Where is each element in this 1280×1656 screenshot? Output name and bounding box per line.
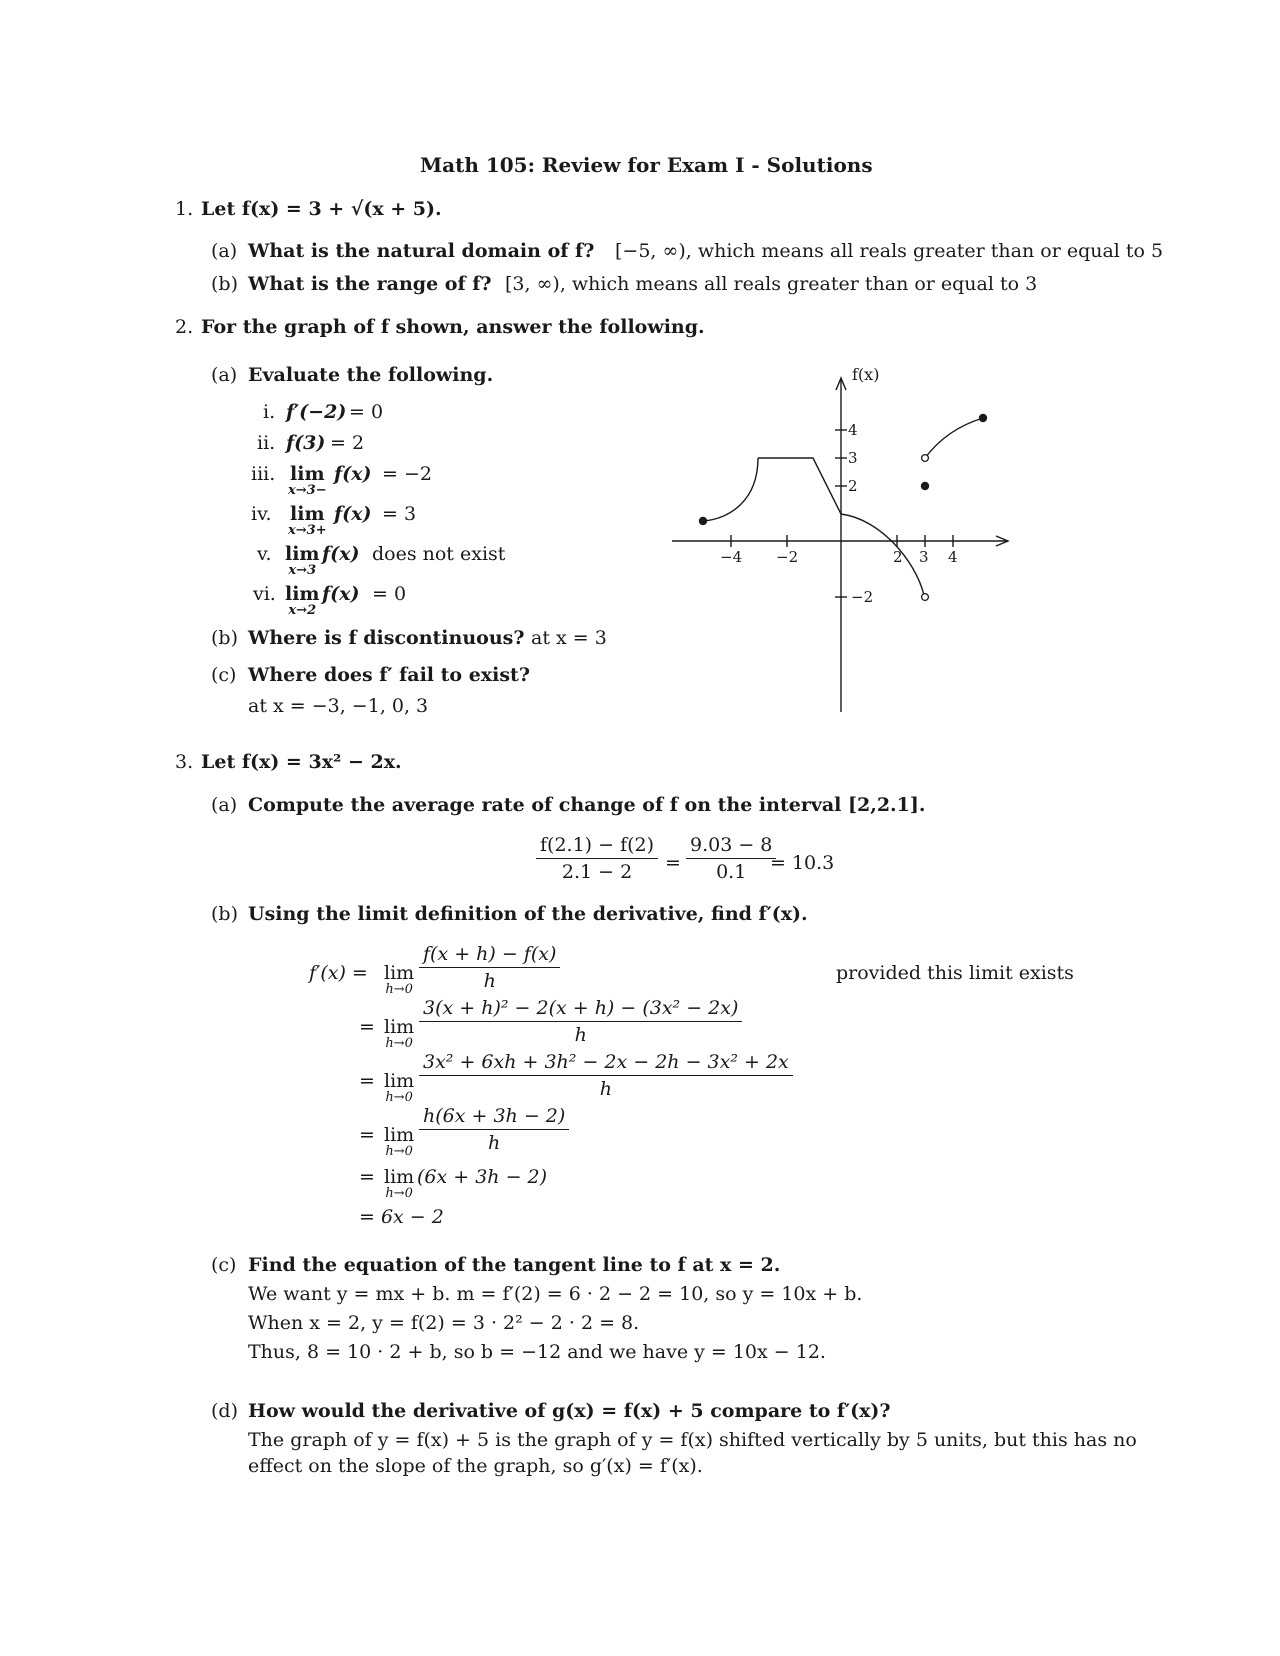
q2-item-roman: iii.: [251, 463, 276, 485]
equals-sign: =: [665, 852, 681, 874]
q2-item-roman: ii.: [257, 432, 276, 454]
equals-sign: =: [359, 1166, 375, 1188]
q3c-label: (c): [211, 1254, 237, 1276]
curve-right-arc: [925, 418, 983, 458]
q2c-answer: at x = −3, −1, 0, 3: [248, 695, 429, 717]
q1a-answer: [−5, ∞), which means all reals greater than or equal to 5: [615, 240, 1164, 262]
difference-quotient: [419, 943, 560, 992]
lim-sub: x→3: [288, 563, 317, 578]
q2-item-expr: f(3): [286, 432, 326, 454]
q3-stem: Let f(x) = 3x² − 2x.: [201, 751, 402, 773]
q1a-label: (a): [211, 240, 238, 262]
fraction-numerator: 9.03 − 8: [686, 834, 776, 859]
q1a-question: What is the natural domain of f?: [248, 240, 595, 262]
expanded-quotient: [419, 997, 742, 1046]
q2-item-roman: vi.: [253, 583, 276, 605]
lim-sub: h→0: [385, 982, 413, 997]
lim-sub: x→2: [288, 603, 317, 618]
avg-rate-fraction: [536, 834, 658, 883]
fraction-numerator: 3(x + h)² − 2(x + h) − (3x² − 2x): [419, 997, 742, 1022]
q3a-question: Compute the average rate of change of f on the interval [2,2.1].: [248, 794, 926, 816]
lim-sub: h→0: [385, 1144, 413, 1159]
q1b-label: (b): [211, 273, 238, 295]
q1-number: 1.: [175, 198, 194, 220]
q1-stem: Let f(x) = 3 + √(x + 5).: [201, 198, 442, 220]
q2-item-answer: = 0: [349, 401, 384, 423]
q3b-label: (b): [211, 903, 238, 925]
q1b-question: What is the range of f?: [248, 273, 492, 295]
lim-word: lim: [290, 463, 325, 485]
q3a-label: (a): [211, 794, 238, 816]
lim-word: lim: [285, 583, 320, 605]
limit-operator: [384, 1126, 414, 1158]
q2-item-roman: i.: [263, 401, 276, 423]
factored-quotient: [419, 1105, 569, 1154]
q3c-line: Thus, 8 = 10 · 2 + b, so b = −12 and we have y = 10x − 12.: [248, 1341, 826, 1363]
curve-plateau-ramp: [758, 458, 841, 514]
lim-word: lim: [285, 543, 320, 565]
y-tick-label: 4: [848, 421, 858, 439]
q2-item-roman: iv.: [251, 503, 272, 525]
q3c-line: We want y = mx + b. m = f′(2) = 6 · 2 − 2 = 10, so y = 10x + b.: [248, 1283, 863, 1305]
lim-word: lim: [384, 962, 415, 984]
fraction-denominator: h: [488, 1132, 501, 1154]
closed-point: [699, 517, 707, 525]
q2-item-answer: = 0: [372, 583, 407, 605]
y-tick-label: 3: [848, 449, 858, 467]
q2-item-expr: f′(−2): [286, 401, 347, 423]
limit-operator: [384, 1018, 414, 1050]
x-tick-label: −4: [720, 548, 743, 566]
avg-rate-value-fraction: [686, 834, 776, 883]
lim-word: lim: [384, 1166, 415, 1188]
q2-item-roman: v.: [257, 543, 272, 565]
q2c-question: Where does f′ fail to exist?: [248, 664, 530, 686]
avg-rate-result: = 10.3: [770, 852, 835, 874]
q2-item-expr: f(x): [334, 463, 372, 485]
equals-sign: =: [359, 1124, 375, 1146]
q2a-label: (a): [211, 364, 238, 386]
limit-note: provided this limit exists: [836, 962, 1074, 984]
lim-word: lim: [384, 1016, 415, 1038]
fraction-denominator: 2.1 − 2: [561, 861, 633, 883]
q2-item-expr: f(x): [322, 583, 360, 605]
limit-operator: [384, 1072, 414, 1104]
equals-sign: =: [359, 1070, 375, 1092]
open-point: [922, 455, 929, 462]
q3d-line: effect on the slope of the graph, so g′(x) = f′(x).: [248, 1455, 703, 1477]
y-tick-label: −2: [851, 588, 874, 606]
q2-item-expr: f(x): [334, 503, 372, 525]
q2a-question: Evaluate the following.: [248, 364, 494, 386]
q2-item-answer: = 3: [382, 503, 417, 525]
x-tick-label: 3: [919, 548, 929, 566]
closed-point: [979, 414, 987, 422]
limit-operator: [384, 1168, 414, 1200]
fraction-denominator: 0.1: [716, 861, 747, 883]
limit-operator: [384, 964, 414, 996]
q3d-line: The graph of y = f(x) + 5 is the graph of y = f(x) shifted vertically by 5 units, but this has no: [248, 1429, 1137, 1451]
derivative-result: = 6x − 2: [359, 1206, 444, 1228]
open-point: [922, 594, 929, 601]
q2-number: 2.: [175, 316, 194, 338]
closed-point: [921, 482, 929, 490]
fraction-numerator: f(2.1) − f(2): [536, 834, 658, 859]
lim-word: lim: [384, 1124, 415, 1146]
q2-item-answer: = −2: [382, 463, 432, 485]
lim-sub: h→0: [385, 1186, 413, 1201]
lim-sub: h→0: [385, 1090, 413, 1105]
y-tick-label: 2: [848, 477, 858, 495]
q3c-line: When x = 2, y = f(2) = 3 · 2² − 2 · 2 = 8.: [248, 1312, 640, 1334]
fraction-numerator: h(6x + 3h − 2): [419, 1105, 569, 1130]
q2b-label: (b): [211, 627, 238, 649]
q2c-label: (c): [211, 664, 237, 686]
fraction-denominator: h: [599, 1078, 612, 1100]
x-tick-label: 2: [893, 548, 903, 566]
lim-sub: x→3+: [288, 523, 327, 538]
q2-item-answer: does not exist: [372, 543, 506, 565]
simplified-limit: (6x + 3h − 2): [417, 1166, 548, 1188]
page-title: Math 105: Review for Exam I - Solutions: [420, 153, 873, 177]
lim-sub: x→3−: [288, 483, 327, 498]
q2-stem: For the graph of f shown, answer the following.: [201, 316, 705, 338]
q3b-question: Using the limit definition of the derivative, find f′(x).: [248, 903, 808, 925]
q2b-question: Where is f discontinuous?: [248, 627, 525, 649]
derivative-lhs: f′(x) =: [309, 962, 368, 984]
equals-sign: =: [359, 1016, 375, 1038]
q2-item-answer: = 2: [330, 432, 365, 454]
lim-sub: h→0: [385, 1036, 413, 1051]
x-tick-label: 4: [948, 548, 958, 566]
lim-word: lim: [290, 503, 325, 525]
fraction-denominator: h: [574, 1024, 587, 1046]
q3d-question: How would the derivative of g(x) = f(x) + 5 compare to f′(x)?: [248, 1400, 891, 1422]
y-axis-label: f(x): [852, 365, 880, 384]
q3c-question: Find the equation of the tangent line to f at x = 2.: [248, 1254, 781, 1276]
q3-number: 3.: [175, 751, 194, 773]
fraction-denominator: h: [483, 970, 496, 992]
curve-descending: [841, 514, 924, 595]
q3d-label: (d): [211, 1400, 238, 1422]
q2b-answer: at x = 3: [531, 627, 607, 649]
q1b-answer: [3, ∞), which means all reals greater than or equal to 3: [505, 273, 1038, 295]
distributed-quotient: [419, 1051, 793, 1100]
lim-word: lim: [384, 1070, 415, 1092]
fraction-numerator: f(x + h) − f(x): [419, 943, 560, 968]
x-tick-label: −2: [776, 548, 799, 566]
fraction-numerator: 3x² + 6xh + 3h² − 2x − 2h − 3x² + 2x: [419, 1051, 793, 1076]
curve-left-arc: [703, 458, 758, 521]
q2-item-expr: f(x): [322, 543, 360, 565]
